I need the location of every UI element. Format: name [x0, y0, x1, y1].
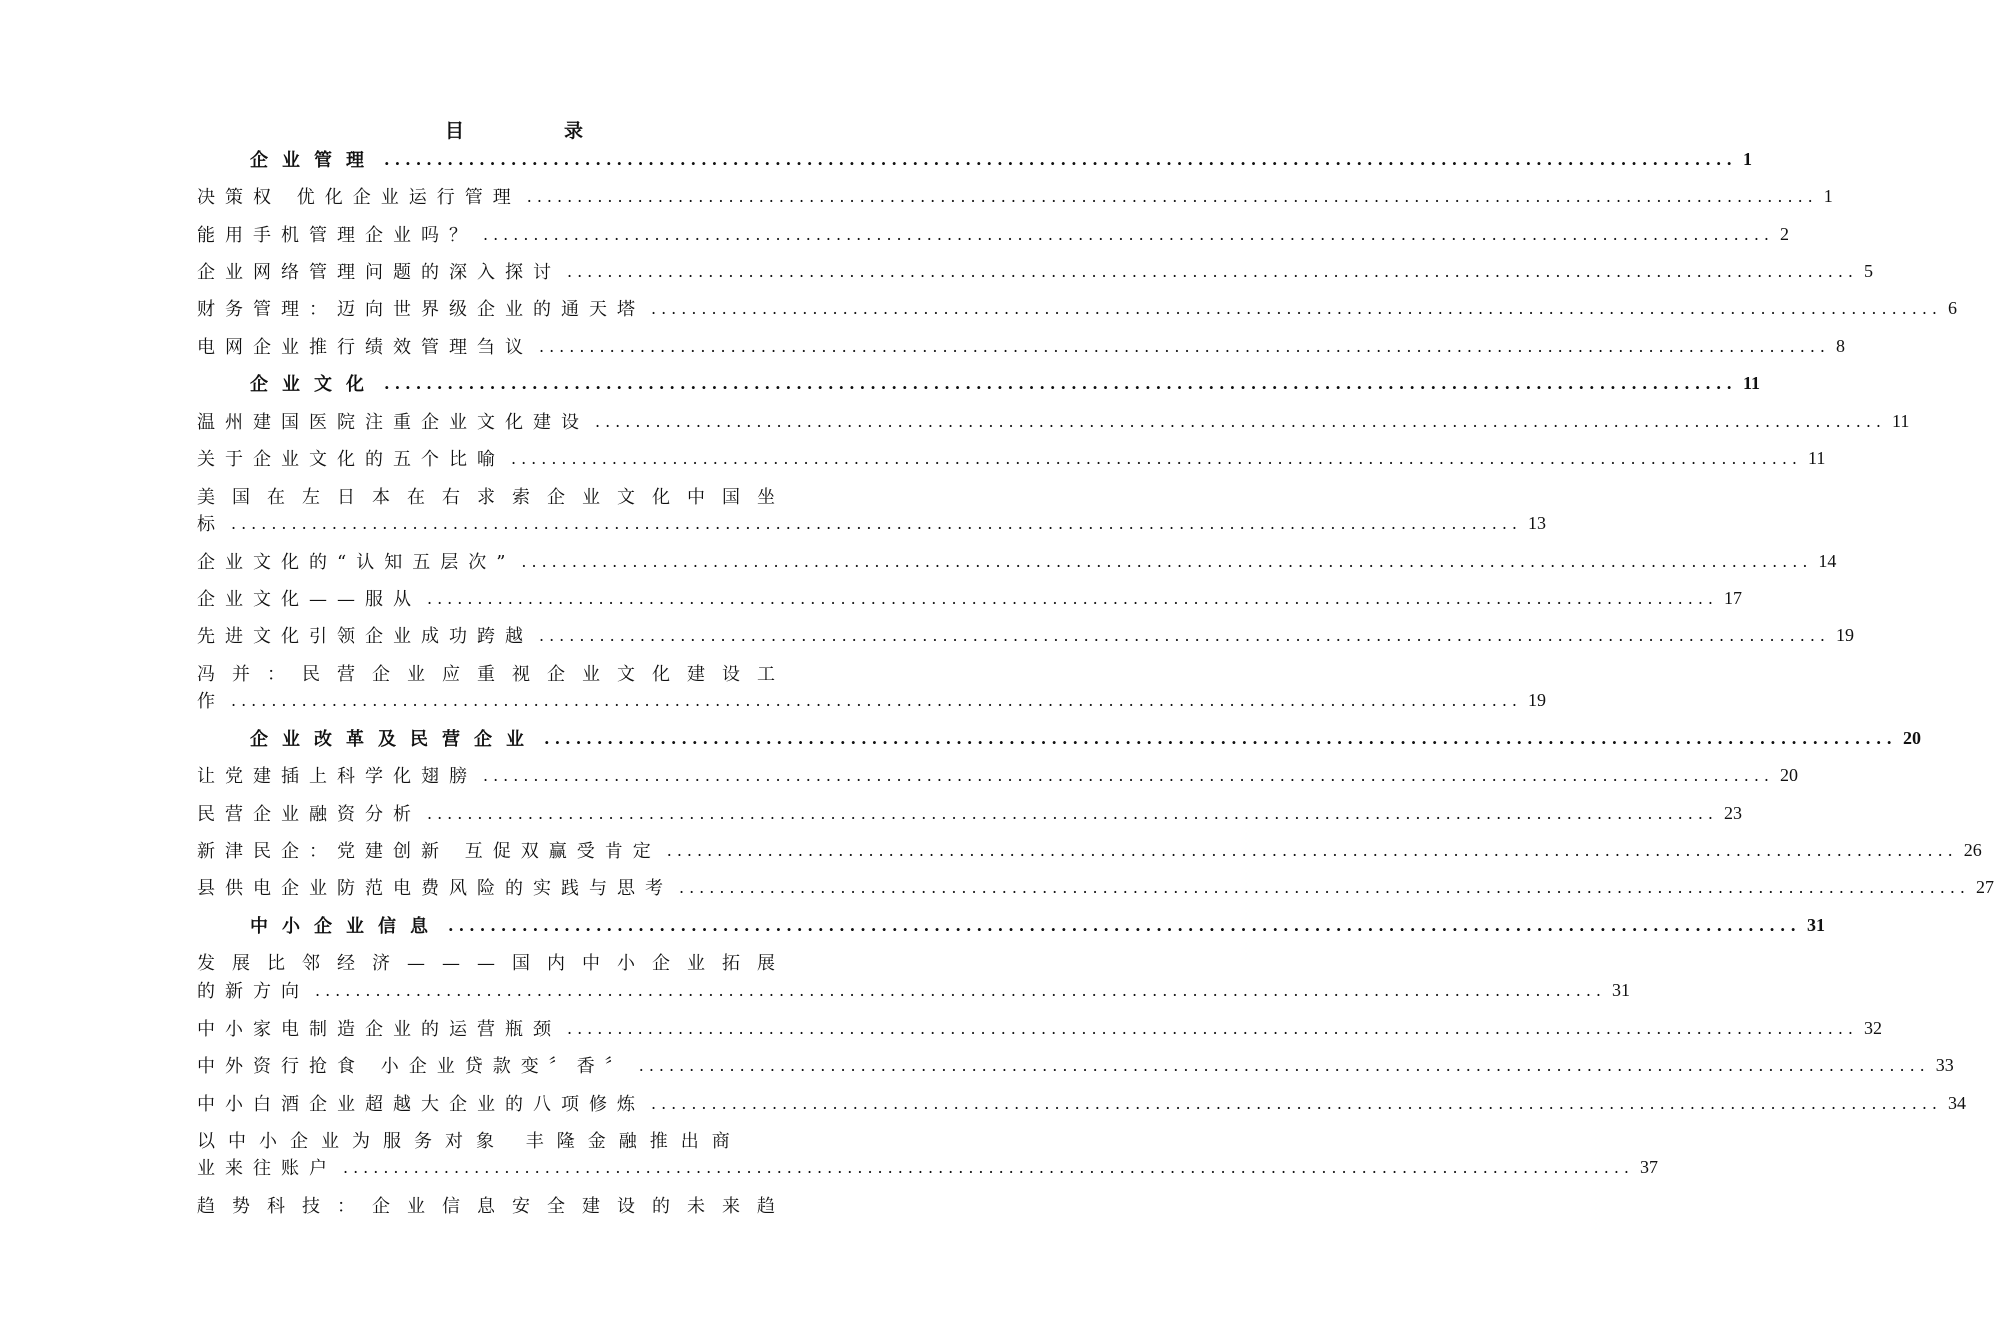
page-number: 5 [1864, 260, 1873, 281]
leader-dots: ................................................................................................................................ [483, 224, 1774, 244]
toc-entry[interactable]: 新津民企：党建创新 互促双赢受肯定 ................................................................................................................................ 26 [197, 839, 1982, 862]
page-number: 1 [1823, 185, 1833, 206]
page-number: 14 [1818, 550, 1837, 571]
leader-dots: ................................................................................................................................ [231, 513, 1522, 533]
leader-dots: ................................................................................................................................ [384, 149, 1737, 169]
toc-entry-line2[interactable]: 业来往账户 ................................................................................................................................ 37 [197, 1156, 1658, 1179]
toc-section-culture[interactable]: 企业文化 ................................................................................................................................ 11 [250, 372, 1761, 395]
toc-entry[interactable]: 企业文化的“认知五层次” ................................................................................................................................ 14 [197, 550, 1837, 573]
page-number: 11 [1743, 372, 1761, 393]
leader-dots: ................................................................................................................................ [526, 186, 1818, 206]
leader-dots: ................................................................................................................................ [315, 980, 1606, 1000]
toc-section-management[interactable]: 企业管理 ................................................................................................................................ 1 [250, 148, 1752, 171]
toc-entry-line2[interactable]: 的新方向 ................................................................................................................................ 31 [197, 979, 1630, 1002]
page-number: 19 [1528, 689, 1546, 710]
toc-entry[interactable]: 电网企业推行绩效管理刍议 ................................................................................................................................ 8 [197, 335, 1845, 358]
toc-entry-line1[interactable]: 冯并：民营企业应重视企业文化建设工 [197, 664, 792, 685]
page-number: 23 [1724, 802, 1742, 823]
page-number: 26 [1963, 839, 1982, 860]
toc-entry[interactable]: 关于企业文化的五个比喻 ................................................................................................................................ 11 [197, 447, 1826, 470]
toc-entry-line1[interactable]: 美国在左日本在右求索企业文化中国坐 [197, 487, 792, 508]
toc-entry[interactable]: 企业文化——服从 ................................................................................................................................ 17 [197, 587, 1742, 610]
toc-entry[interactable]: 民营企业融资分析 ................................................................................................................................ 23 [197, 802, 1742, 825]
toc-entry[interactable]: 温州建国医院注重企业文化建设 ................................................................................................................................ 11 [197, 410, 1910, 433]
toc-title-right: 录 [563, 120, 585, 142]
page-number: 11 [1892, 410, 1910, 431]
toc-entry[interactable]: 让党建插上科学化翅膀 ................................................................................................................................ 20 [197, 764, 1798, 787]
leader-dots: ................................................................................................................................ [539, 336, 1830, 356]
leader-dots: ................................................................................................................................ [384, 373, 1737, 393]
page-number: 37 [1640, 1156, 1658, 1177]
leader-dots: ................................................................................................................................ [539, 625, 1830, 645]
leader-dots: ................................................................................................................................ [638, 1055, 1930, 1075]
toc-entry[interactable]: 决策权 优化企业运行管理 ................................................................................................................................ 1 [197, 185, 1833, 208]
leader-dots: ................................................................................................................................ [595, 411, 1886, 431]
page-number: 31 [1612, 979, 1630, 1000]
page-number: 11 [1808, 447, 1826, 468]
leader-dots: ................................................................................................................................ [427, 803, 1718, 823]
toc-entry[interactable]: 县供电企业防范电费风险的实践与思考 ................................................................................................................................ 27 [197, 876, 1994, 899]
leader-dots: ................................................................................................................................ [448, 915, 1801, 935]
toc-entry[interactable]: 中小白酒企业超越大企业的八项修炼 ................................................................................................................................ 34 [197, 1092, 1966, 1115]
toc-section-reform[interactable]: 企业改革及民营企业 ................................................................................................................................ 20 [250, 727, 1921, 750]
toc-entry[interactable]: 能用手机管理企业吗？ ................................................................................................................................ 2 [197, 223, 1789, 246]
leader-dots: ................................................................................................................................ [343, 1157, 1634, 1177]
page-number: 13 [1528, 512, 1546, 533]
page-number: 2 [1780, 223, 1789, 244]
toc-entry-line1[interactable]: 趋势科技：企业信息安全建设的未来趋 [197, 1196, 792, 1217]
page-number: 33 [1935, 1054, 1954, 1075]
page-number: 20 [1903, 727, 1921, 748]
page-number: 19 [1836, 624, 1854, 645]
leader-dots: ................................................................................................................................ [231, 690, 1522, 710]
toc-entry-line2[interactable]: 作 ................................................................................................................................ 19 [197, 689, 1546, 712]
leader-dots: ................................................................................................................................ [544, 728, 1897, 748]
page-number: 31 [1807, 914, 1825, 935]
toc-title [445, 116, 585, 143]
leader-dots: ................................................................................................................................ [567, 261, 1858, 281]
toc-section-sme[interactable]: 中小企业信息 ................................................................................................................................ 31 [250, 914, 1825, 937]
leader-dots: ................................................................................................................................ [567, 1018, 1858, 1038]
leader-dots: ................................................................................................................................ [521, 551, 1813, 571]
page-number: 17 [1724, 587, 1742, 608]
toc-entry[interactable]: 中外资行抢食 小企业贷款变〞香〞 ................................................................................................................................ 33 [197, 1054, 1954, 1077]
leader-dots: ................................................................................................................................ [651, 1093, 1942, 1113]
page-number: 8 [1836, 335, 1845, 356]
leader-dots: ................................................................................................................................ [511, 448, 1802, 468]
leader-dots: ................................................................................................................................ [483, 765, 1774, 785]
leader-dots: ................................................................................................................................ [679, 877, 1970, 897]
leader-dots: ................................................................................................................................ [651, 298, 1942, 318]
page-number: 34 [1948, 1092, 1966, 1113]
toc-entry[interactable]: 财务管理：迈向世界级企业的通天塔 ................................................................................................................................ 6 [197, 297, 1957, 320]
page-number: 32 [1864, 1017, 1882, 1038]
page-number: 27 [1976, 876, 1994, 897]
page-number: 1 [1743, 148, 1752, 169]
leader-dots: ................................................................................................................................ [427, 588, 1718, 608]
page-number: 20 [1780, 764, 1798, 785]
toc-entry[interactable]: 先进文化引领企业成功跨越 ................................................................................................................................ 19 [197, 624, 1854, 647]
toc-entry[interactable]: 中小家电制造企业的运营瓶颈 ................................................................................................................................ 32 [197, 1017, 1882, 1040]
toc-entry[interactable]: 企业网络管理问题的深入探讨 ................................................................................................................................ 5 [197, 260, 1873, 283]
leader-dots: ................................................................................................................................ [666, 840, 1958, 860]
page-number: 6 [1948, 297, 1957, 318]
toc-title-left: 目 [445, 120, 467, 142]
toc-entry-line1[interactable]: 以中小企业为服务对象 丰隆金融推出商 [197, 1131, 743, 1152]
toc-entry-line2[interactable]: 标 ................................................................................................................................ 13 [197, 512, 1546, 535]
toc-entry-line1[interactable]: 发展比邻经济———国内中小企业拓展 [197, 953, 792, 974]
